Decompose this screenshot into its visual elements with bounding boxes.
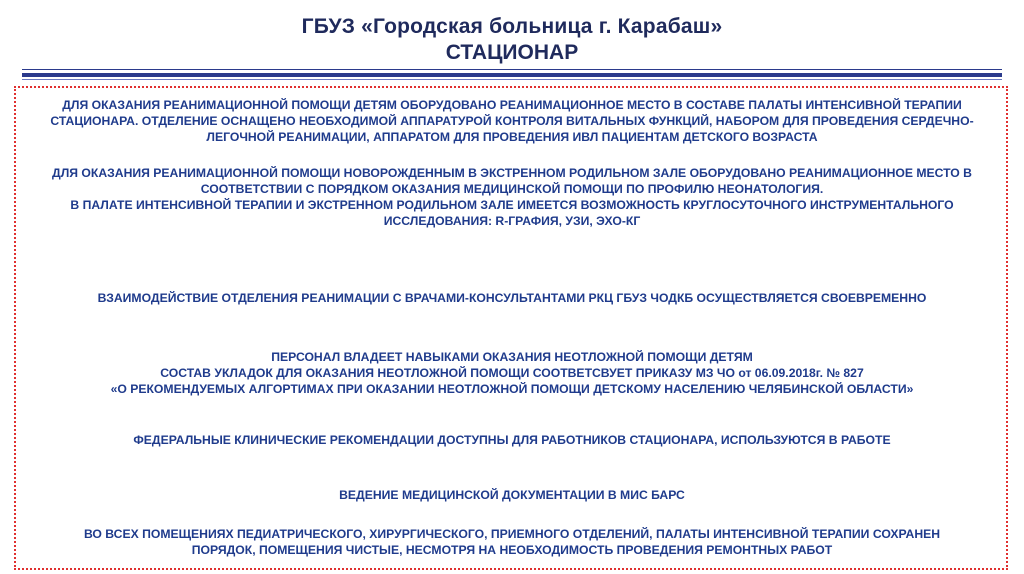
text-line: ДЛЯ ОКАЗАНИЯ РЕАНИМАЦИОННОЙ ПОМОЩИ НОВОРОЖДЕННЫМ В ЭКСТРЕННОМ РОДИЛЬНОМ ЗАЛЕ ОБОРУДОВАНО РЕАНИМАЦИОННОЕ МЕСТО В: [52, 166, 972, 180]
text-line: ВЕДЕНИЕ МЕДИЦИНСКОЙ ДОКУМЕНТАЦИИ В МИС БАРС: [339, 488, 685, 502]
paragraph-pediatric-resuscitation: [0, 97, 1024, 145]
paragraph-newborn-resuscitation: [0, 165, 1024, 229]
header-divider-top: [22, 69, 1002, 70]
page-subtitle: СТАЦИОНАР: [445, 41, 579, 64]
paragraph-consultants: [0, 290, 1024, 306]
text-line: ВЗАИМОДЕЙСТВИЕ ОТДЕЛЕНИЯ РЕАНИМАЦИИ С ВРАЧАМИ-КОНСУЛЬТАНТАМИ РКЦ ГБУЗ ЧОДКБ ОСУЩЕСТВЛЯЕТСЯ СВОЕВРЕМЕННО: [97, 291, 927, 305]
text-line: ЛЕГОЧНОЙ РЕАНИМАЦИИ, АППАРАТОМ ДЛЯ ПРОВЕДЕНИЯ ИВЛ ПАЦИЕНТАМ ДЕТСКОГО ВОЗРАСТА: [206, 130, 818, 144]
paragraph-medical-records: [0, 487, 1024, 503]
text-line: ДЛЯ ОКАЗАНИЯ РЕАНИМАЦИОННОЙ ПОМОЩИ ДЕТЯМ ОБОРУДОВАНО РЕАНИМАЦИОННОЕ МЕСТО В СОСТАВЕ ПАЛАТЫ ИНТЕНСИВНОЙ ТЕРАПИИ: [62, 98, 962, 112]
header-divider-thick: [22, 73, 1002, 77]
text-line: «О РЕКОМЕНДУЕМЫХ АЛГОРТИМАХ ПРИ ОКАЗАНИИ НЕОТЛОЖНОЙ ПОМОЩИ ДЕТСКОМУ НАСЕЛЕНИЮ ЧЕЛЯБИНСКОЙ ОБЛАСТИ»: [110, 382, 914, 396]
paragraph-clinical-guidelines: [0, 432, 1024, 448]
text-line: СТАЦИОНАРА. ОТДЕЛЕНИЕ ОСНАЩЕНО НЕОБХОДИМОЙ АППАРАТУРОЙ КОНТРОЛЯ ВИТАЛЬНЫХ ФУНКЦИЙ, НАБОРОМ ДЛЯ ПРОВЕДЕНИЯ СЕРДЕЧНО-: [50, 114, 974, 128]
text-line: ИССЛЕДОВАНИЯ: R-ГРАФИЯ, УЗИ, ЭХО-КГ: [383, 214, 641, 228]
header-divider-bottom: [22, 79, 1002, 80]
paragraph-premises-order: [0, 526, 1024, 558]
paragraph-staff-skills: [0, 349, 1024, 397]
text-line: В ПАЛАТЕ ИНТЕНСИВНОЙ ТЕРАПИИ И ЭКСТРЕННОМ РОДИЛЬНОМ ЗАЛЕ ИМЕЕТСЯ ВОЗМОЖНОСТЬ КРУГЛОСУТОЧНОГО ИНСТРУМЕНТАЛЬНОГО: [70, 198, 954, 212]
text-line: ФЕДЕРАЛЬНЫЕ КЛИНИЧЕСКИЕ РЕКОМЕНДАЦИИ ДОСТУПНЫ ДЛЯ РАБОТНИКОВ СТАЦИОНАРА, ИСПОЛЬЗУЮТСЯ В РАБОТЕ: [133, 433, 891, 447]
text-line: ВО ВСЕХ ПОМЕЩЕНИЯХ ПЕДИАТРИЧЕСКОГО, ХИРУРГИЧЕСКОГО, ПРИЕМНОГО ОТДЕЛЕНИЙ, ПАЛАТЫ ИНТЕНСИВНОЙ ТЕРАПИИ СОХРАНЕН: [83, 527, 941, 541]
page-title: ГБУЗ «Городская больница г. Карабаш»: [301, 15, 723, 38]
slide-header: [0, 14, 1024, 66]
text-line: СООТВЕТСТВИИ С ПОРЯДКОМ ОКАЗАНИЯ МЕДИЦИНСКОЙ ПОМОЩИ ПО ПРОФИЛЮ НЕОНАТОЛОГИЯ.: [200, 182, 824, 196]
text-line: ПЕРСОНАЛ ВЛАДЕЕТ НАВЫКАМИ ОКАЗАНИЯ НЕОТЛОЖНОЙ ПОМОЩИ ДЕТЯМ: [271, 350, 753, 364]
text-line: СОСТАВ УКЛАДОК ДЛЯ ОКАЗАНИЯ НЕОТЛОЖНОЙ ПОМОЩИ СООТВЕТСВУЕТ ПРИКАЗУ МЗ ЧО от 06.09.2018г. № 827: [160, 366, 864, 380]
text-line: ПОРЯДОК, ПОМЕЩЕНИЯ ЧИСТЫЕ, НЕСМОТРЯ НА НЕОБХОДИМОСТЬ ПРОВЕДЕНИЯ РЕМОНТНЫХ РАБОТ: [191, 543, 833, 557]
